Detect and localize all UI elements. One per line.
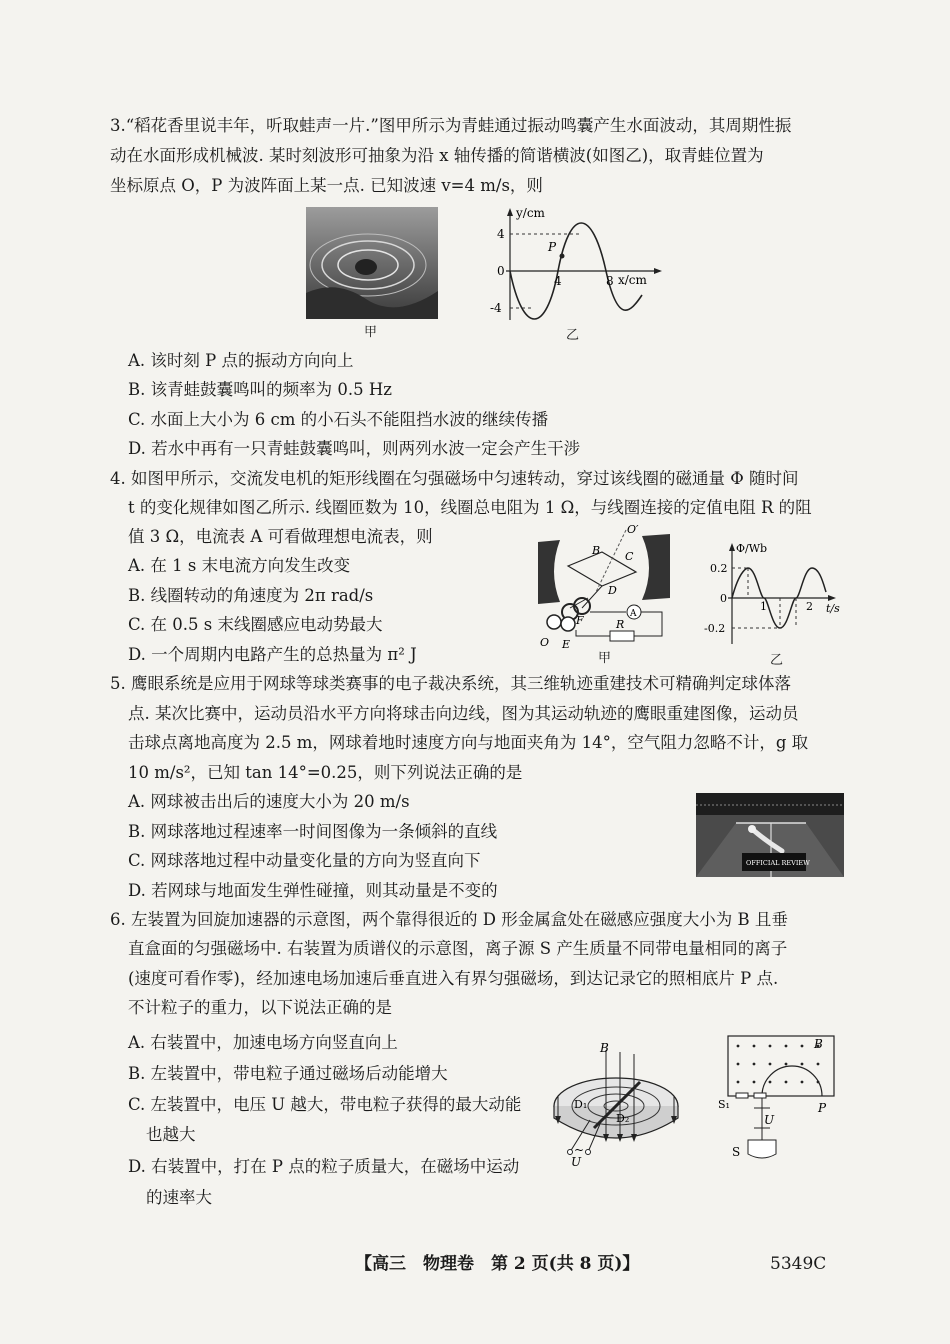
q6-option-d-cont: 的速率大 (146, 1188, 212, 1207)
q4-graph-y-bottom: -0.2 (704, 622, 726, 635)
q4-graph-x1: 1 (760, 600, 767, 613)
q6-option-b: B. 左装置中，带电粒子通过磁场后动能增大 (128, 1064, 448, 1083)
q3-fig-yi-label: 乙 (566, 328, 580, 343)
q3-fig-jia-label: 甲 (364, 325, 378, 340)
q4-fig-jia-label: 甲 (598, 651, 612, 666)
q3-option-d: D. 若水中再有一只青蛙鼓囊鸣叫，则两列水波一定会产生干涉 (128, 439, 581, 458)
q4-option-c: C. 在 0.5 s 末线圈感应电动势最大 (128, 615, 383, 634)
q4-fig-yi-label: 乙 (770, 653, 784, 668)
q6-stem-line-4: 不计粒子的重力，以下说法正确的是 (128, 998, 392, 1017)
page-footer: 【高三 物理卷 第 2 页(共 8 页)】 (355, 1254, 640, 1274)
q3-stem-line-2: 动在水面形成机械波. 某时刻波形可抽象为沿 x 轴传播的简谐横波(如图乙)，取青蛙位置为 (110, 146, 764, 165)
cyclotron-label-D1: D₁ (574, 1098, 588, 1111)
q4-graph-xlabel: t/s (826, 602, 840, 615)
q4-option-d: D. 一个周期内电路产生的总热量为 π² J (128, 645, 417, 664)
q4-gen-label-F: F (576, 614, 584, 627)
q3-stem-line-3: 坐标原点 O，P 为波阵面上某一点. 已知波速 v=4 m/s，则 (110, 176, 543, 195)
ms-label-P: P (818, 1101, 827, 1115)
hawk-eye-badge: OFFICIAL REVIEW (746, 859, 810, 867)
cyclotron-label-U: U (571, 1155, 582, 1169)
q4-gen-label-ammeter: A (630, 609, 637, 619)
frog-photo (306, 207, 438, 322)
q4-graph-y-top: 0.2 (710, 562, 728, 575)
q4-generator-diagram (530, 522, 685, 656)
mass-spectrometer-diagram (718, 1032, 843, 1176)
q3-graph-x8: 8 (606, 274, 614, 288)
q5-stem-line-2: 点. 某次比赛中，运动员沿水平方向将球击向边线，图为其运动轨迹的鹰眼重建图像，运动员 (128, 704, 799, 723)
q4-stem-line-1: 4. 如图甲所示，交流发电机的矩形线圈在匀强磁场中匀速转动，穿过该线圈的磁通量 Φ 随时间 (110, 469, 799, 488)
q5-stem-line-4: 10 m/s²，已知 tan 14°=0.25，则下列说法正确的是 (128, 763, 523, 782)
q4-option-b: B. 线圈转动的角速度为 2π rad/s (128, 586, 374, 605)
q4-gen-label-O: O (540, 636, 550, 649)
q3-graph-xlabel: x/cm (618, 273, 647, 287)
q6-option-a: A. 右装置中，加速电场方向竖直向上 (128, 1033, 398, 1052)
q4-stem-line-3: 值 3 Ω，电流表 A 可看做理想电流表，则 (128, 527, 433, 546)
q4-stem-line-2: t 的变化规律如图乙所示. 线圈匝数为 10，线圈总电阻为 1 Ω，与线圈连接的定值电阻 R 的阻 (128, 498, 812, 517)
q6-stem-line-3: (速度可看作零)，经加速电场加速后垂直进入有界匀强磁场，到达记录它的照相底片 P 点. (128, 969, 779, 988)
q5-option-d: D. 若网球与地面发生弹性碰撞，则其动量是不变的 (128, 881, 498, 900)
q4-graph-x2: 2 (806, 600, 813, 613)
ms-label-S1: S₁ (718, 1098, 730, 1111)
cyclotron-label-tilde: ~ (574, 1143, 585, 1157)
q4-graph-origin: 0 (720, 592, 727, 605)
q3-option-a: A. 该时刻 P 点的振动方向向上 (128, 351, 354, 370)
q4-gen-label-B: B (592, 544, 601, 557)
q4-gen-label-R: R (616, 618, 625, 631)
cyclotron-label-D2: D₂ (616, 1112, 630, 1125)
q6-stem-line-1: 6. 左装置为回旋加速器的示意图，两个靠得很近的 D 形金属盒处在磁感应强度大小为 B 且垂 (110, 910, 788, 929)
q5-option-a: A. 网球被击出后的速度大小为 20 m/s (128, 792, 410, 811)
q3-wave-graph (470, 205, 670, 329)
cyclotron-label-B: B (600, 1041, 609, 1055)
page-code: 5349C (770, 1254, 827, 1274)
q3-stem-line-1: 3.“稻花香里说丰年，听取蛙声一片.”图甲所示为青蛙通过振动鸣囊产生水面波动，其周期性振 (110, 116, 792, 135)
q6-option-c-cont: 也越大 (146, 1125, 196, 1144)
hawk-eye-photo (696, 793, 844, 877)
cyclotron-diagram (544, 1040, 694, 1174)
q3-graph-y-bottom: -4 (490, 301, 502, 315)
q3-option-c: C. 水面上大小为 6 cm 的小石头不能阻挡水波的继续传播 (128, 410, 549, 429)
q4-gen-label-C: C (625, 550, 634, 563)
q3-graph-x4: 4 (554, 274, 562, 288)
ms-label-B: B (814, 1037, 823, 1051)
q4-gen-label-E: E (562, 638, 571, 651)
q4-flux-graph (702, 540, 847, 654)
q5-option-c: C. 网球落地过程中动量变化量的方向为竖直向下 (128, 851, 481, 870)
q5-stem-line-3: 击球点离地高度为 2.5 m，网球着地时速度方向与地面夹角为 14°，空气阻力忽略不计，g 取 (128, 733, 809, 752)
q3-graph-point-P: P (548, 240, 557, 254)
q5-option-b: B. 网球落地过程速率一时间图像为一条倾斜的直线 (128, 822, 498, 841)
q3-graph-y-top: 4 (497, 227, 505, 241)
q3-graph-origin: 0 (497, 264, 505, 278)
q6-option-d: D. 右装置中，打在 P 点的粒子质量大，在磁场中运动 (128, 1157, 520, 1176)
q4-graph-ylabel: Φ/Wb (736, 542, 768, 555)
q5-stem-line-1: 5. 鹰眼系统是应用于网球等球类赛事的电子裁决系统，其三维轨迹重建技术可精确判定球体落 (110, 674, 791, 693)
q3-graph-ylabel: y/cm (516, 206, 545, 220)
q6-stem-line-2: 直盒面的匀强磁场中. 右装置为质谱仪的示意图，离子源 S 产生质量不同带电量相同的离子 (128, 939, 788, 958)
ms-label-U: U (764, 1113, 775, 1127)
q4-gen-label-O-prime: O′ (627, 523, 639, 536)
q4-gen-label-D: D (608, 584, 617, 597)
q4-option-a: A. 在 1 s 末电流方向发生改变 (128, 556, 351, 575)
ms-label-S: S (732, 1145, 741, 1159)
q6-option-c: C. 左装置中，电压 U 越大，带电粒子获得的最大动能 (128, 1095, 522, 1114)
q3-option-b: B. 该青蛙鼓囊鸣叫的频率为 0.5 Hz (128, 380, 392, 399)
